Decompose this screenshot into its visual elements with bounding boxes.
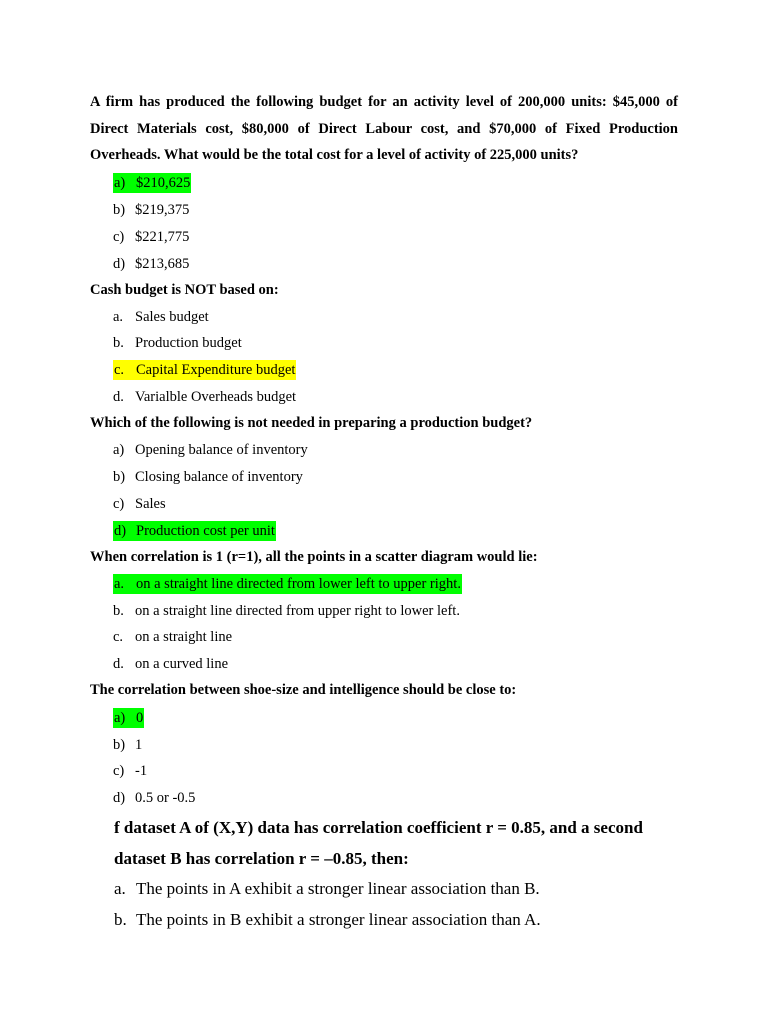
option-label: b. xyxy=(113,335,124,351)
option-text: 0 xyxy=(136,710,144,726)
option-text: on a straight line directed from lower left to upper right. xyxy=(136,576,461,592)
question-1-text: A firm has produced the following budget for an activity level of 200,000 units: $45,000 of Direct Materials cost, $80,000 of Direct Labour cost, and $70,000 of Fixed Production Overheads. What would be the total cost for a level of activity of 225,000 units? xyxy=(90,94,678,164)
question-5-text: The correlation between shoe-size and intelligence should be close to: xyxy=(90,682,517,698)
option-text: Opening balance of inventory xyxy=(135,442,308,458)
option-text: on a straight line xyxy=(135,629,233,645)
option-label: a) xyxy=(113,442,125,458)
option-text: Capital Expenditure budget xyxy=(136,362,296,378)
answer-highlight xyxy=(113,173,191,193)
question-3-option-b xyxy=(113,467,303,487)
question-1-option-a xyxy=(113,173,191,193)
answer-highlight xyxy=(113,574,462,594)
answer-highlight xyxy=(113,521,276,541)
option-label: c. xyxy=(113,629,124,645)
option-text: Closing balance of inventory xyxy=(135,469,303,485)
option-label: a. xyxy=(114,576,125,592)
option-text: The points in B exhibit a stronger linear association than A. xyxy=(136,910,541,929)
option-text: Varialble Overheads budget xyxy=(135,389,297,405)
question-5-option-a xyxy=(113,708,144,728)
question-5-option-d xyxy=(113,788,195,808)
question-5-option-c xyxy=(113,761,147,781)
option-label: a) xyxy=(114,175,126,191)
question-5-option-b xyxy=(113,735,142,755)
option-text: Production budget xyxy=(135,335,242,351)
question-3-option-a xyxy=(113,440,308,460)
question-3-option-c xyxy=(113,494,166,514)
option-label: b. xyxy=(114,910,127,929)
option-text: Production cost per unit xyxy=(136,523,275,539)
option-text: 1 xyxy=(135,737,143,753)
option-label: c) xyxy=(113,496,125,512)
option-label: a. xyxy=(114,879,126,898)
question-3-option-d xyxy=(113,521,276,541)
question-4-option-a xyxy=(113,574,462,594)
option-text: $219,375 xyxy=(135,202,190,218)
option-text: Sales xyxy=(135,496,166,512)
question-6-option-b xyxy=(114,908,541,932)
option-text: $221,775 xyxy=(135,229,190,245)
option-text: on a curved line xyxy=(135,656,229,672)
question-4-option-b xyxy=(113,601,460,621)
option-label: d. xyxy=(113,389,124,405)
question-1-option-d xyxy=(113,254,189,274)
option-text: 0.5 or -0.5 xyxy=(135,790,196,806)
option-text: $210,625 xyxy=(136,175,191,191)
question-2-option-c xyxy=(113,360,296,380)
option-label: c) xyxy=(113,763,125,779)
question-2-text: Cash budget is NOT based on: xyxy=(90,282,279,298)
option-text: Sales budget xyxy=(135,309,209,325)
option-label: b. xyxy=(113,603,124,619)
question-6-text: f dataset A of (X,Y) data has correlation coefficient r = 0.85, and a second dataset B has correlation r = –0.85, then: xyxy=(114,818,643,868)
question-1-option-b xyxy=(113,200,189,220)
option-label: c) xyxy=(113,229,125,245)
question-2-option-a xyxy=(113,307,209,327)
option-label: d) xyxy=(114,523,127,539)
option-label: c. xyxy=(114,362,125,378)
option-text: The points in A exhibit a stronger linear association than B. xyxy=(136,879,540,898)
question-4-option-c xyxy=(113,627,232,647)
answer-highlight xyxy=(113,708,144,728)
question-4-option-d xyxy=(113,654,228,674)
option-text: on a straight line directed from upper right to lower left. xyxy=(135,603,460,619)
option-label: a) xyxy=(114,710,126,726)
option-label: d) xyxy=(113,256,126,272)
option-text: $213,685 xyxy=(135,256,190,272)
option-label: d. xyxy=(113,656,124,672)
option-label: b) xyxy=(113,737,126,753)
question-6-option-a xyxy=(114,877,540,901)
question-1-option-c xyxy=(113,227,189,247)
option-label: a. xyxy=(113,309,124,325)
question-2-option-d xyxy=(113,387,296,407)
option-text: -1 xyxy=(135,763,148,779)
question-2-option-b xyxy=(113,333,242,353)
question-4-text: When correlation is 1 (r=1), all the points in a scatter diagram would lie: xyxy=(90,549,538,565)
question-3-text: Which of the following is not needed in preparing a production budget? xyxy=(90,415,533,431)
answer-highlight xyxy=(113,360,296,380)
option-label: b) xyxy=(113,202,126,218)
option-label: b) xyxy=(113,469,126,485)
option-label: d) xyxy=(113,790,126,806)
